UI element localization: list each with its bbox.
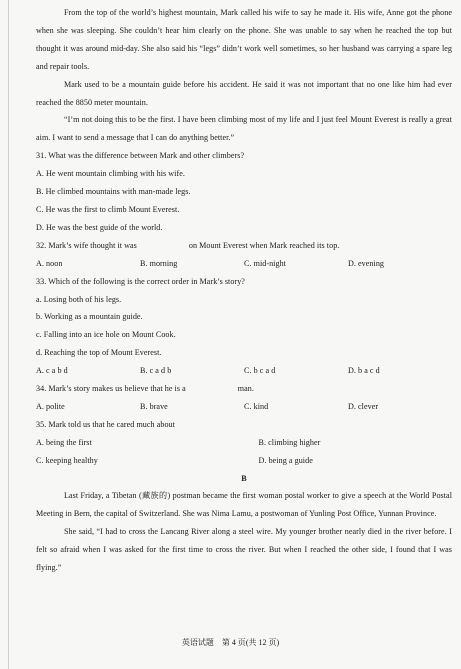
question-34-option-d: D. clever: [348, 401, 379, 411]
question-33-option-b: B. c a d b: [140, 366, 172, 376]
question-35-options-row-2: [36, 452, 452, 470]
binding-margin-line: [8, 0, 9, 669]
passage-a-paragraph-1: From the top of the world’s highest mountain, Mark called his wife to say he made it. His wife, Anne got the phone when she was sleeping. She couldn’t hear him clearly on the phone. She was unable to say when he reached the top but thought it was around mid-day. She also said his “legs” didn’t work well sometimes, so her husband was carrying a spare leg and repair tools.: [36, 8, 452, 71]
question-33-item-c: c. Falling into an ice hole on Mount Cook.: [36, 330, 176, 340]
question-34-stem: [36, 380, 452, 398]
question-31-option-a: A. He went mountain climbing with his wife.: [36, 169, 185, 179]
section-b-label: B: [241, 473, 247, 483]
question-33-stem: 33. Which of the following is the correct order in Mark’s story?: [36, 276, 245, 286]
question-33-option-c: C. b c a d: [244, 366, 276, 376]
passage-a-paragraph-2: Mark used to be a mountain guide before his accident. He said it was not important that no one like him had ever reached the 8850 meter mountain.: [36, 79, 452, 107]
question-33-item-b: b. Working as a mountain guide.: [36, 312, 143, 322]
question-34-options: [36, 398, 452, 416]
question-35-option-b: B. climbing higher: [258, 437, 321, 447]
question-34-option-a: A. polite: [36, 401, 65, 411]
question-35-option-d: D. being a guide: [258, 455, 313, 465]
page-footer: 英语试题 第 4 页(共 12 页): [181, 638, 280, 647]
question-32-option-d: D. evening: [348, 258, 385, 268]
question-32-option-c: C. mid-night: [244, 258, 286, 268]
question-35-stem: [36, 416, 452, 434]
question-35-option-a: A. being the first: [36, 437, 92, 447]
page-content: [36, 4, 452, 577]
question-31-option-b: B. He climbed mountains with man-made legs.: [36, 187, 191, 197]
question-32-option-b: B. morning: [140, 258, 178, 268]
passage-a-paragraph-3: “I’m not doing this to be the first. I have been climbing most of my life and I just feel Mount Everest is really a great aim. I want to send a message that I can do anything better.”: [36, 115, 452, 143]
question-35-option-c: C. keeping healthy: [36, 455, 98, 465]
question-32-stem-before: 32. Mark’s wife thought it was: [36, 240, 137, 250]
question-35-stem-text: 35. Mark told us that he cared much about: [36, 419, 175, 429]
question-32-options: [36, 255, 452, 273]
question-35-options-row-1: [36, 434, 452, 452]
question-31-option-d: D. He was the best guide of the world.: [36, 222, 163, 232]
question-32-stem: [36, 237, 452, 255]
question-33-item-a: a. Losing both of his legs.: [36, 294, 122, 304]
question-32-option-a: A. noon: [36, 258, 63, 268]
question-34-option-b: B. brave: [140, 401, 168, 411]
question-34-option-c: C. kind: [244, 401, 269, 411]
passage-b-paragraph-2: She said, “I had to cross the Lancang River along a steel wire. My younger brother nearly died in the river before. I felt so afraid when I was asked for the first time to cross the river. But when I reached the other side, I found that I was flying.”: [36, 527, 452, 573]
question-31-stem: 31. What was the difference between Mark and other climbers?: [36, 151, 245, 161]
question-34-stem-before: 34. Mark’s story makes us believe that he is a: [36, 384, 186, 394]
question-33-option-a: A. c a b d: [36, 366, 68, 376]
question-33-option-d: D. b a c d: [348, 366, 380, 376]
passage-b-paragraph-1: Last Friday, a Tibetan (藏族的) postman became the first woman postal worker to give a speech at the World Postal Meeting in Bern, the capital of Switzerland. She was Nima Lamu, a postwoman of Yunling Post Office, Yunnan Province.: [36, 491, 452, 519]
question-34-stem-after: man.: [237, 384, 254, 394]
question-33-options: [36, 362, 452, 380]
question-31-option-c: C. He was the first to climb Mount Everest.: [36, 204, 180, 214]
question-32-stem-after: on Mount Everest when Mark reached its top.: [188, 240, 340, 250]
question-33-item-d: d. Reaching the top of Mount Everest.: [36, 348, 162, 358]
